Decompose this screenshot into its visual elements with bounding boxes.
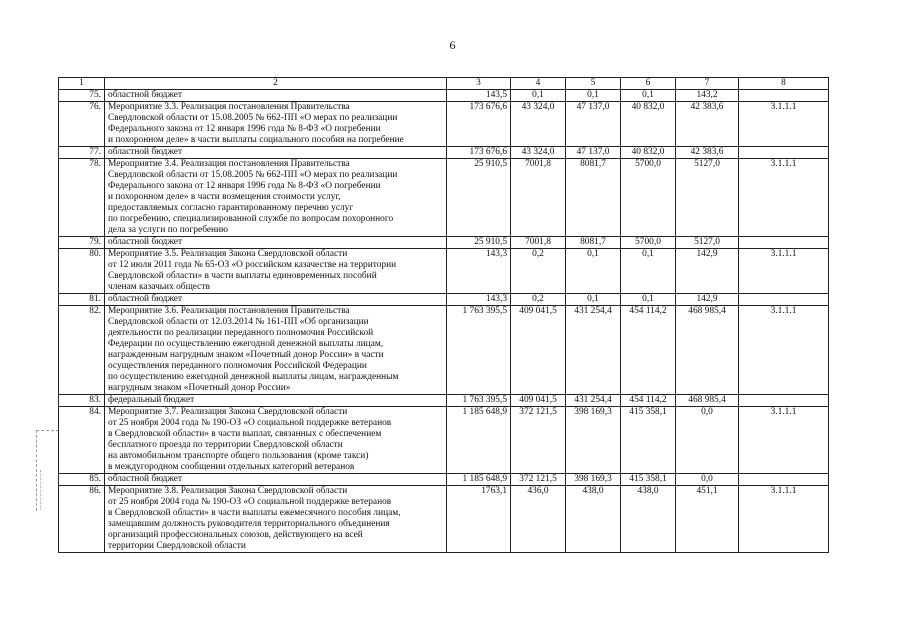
row-number: 78.: [59, 159, 105, 237]
value-year-1: 372 121,5: [511, 407, 566, 474]
target-indicator-code: [739, 90, 829, 102]
value-year-4: 42 383,6: [676, 102, 739, 147]
value-year-4: 468 985,4: [676, 395, 739, 407]
row-name: Мероприятие 3.8. Реализация Закона Свердловской области от 25 ноября 2004 года № 190-ОЗ «О социальной поддержке ветеранов в Свердловской области» в части выплаты ежемесячного пособия лицам, замещавшим должность руководителя территориального объединения организаций профессиональных союзов, действующего на всей территории Свердловской области: [105, 486, 447, 553]
table-row: [59, 102, 829, 147]
value-year-2: 47 137,0: [566, 102, 621, 147]
table-header-row: [59, 78, 829, 90]
value-year-2: 0,1: [566, 294, 621, 306]
row-name: областной бюджет: [105, 237, 447, 249]
table-row: [59, 486, 829, 553]
row-number: 76.: [59, 102, 105, 147]
total-value: 143,3: [447, 294, 511, 306]
row-number: 86.: [59, 486, 105, 553]
value-year-3: 5700,0: [621, 237, 676, 249]
value-year-3: 454 114,2: [621, 395, 676, 407]
value-year-1: 0,2: [511, 249, 566, 294]
total-value: 25 910,5: [447, 159, 511, 237]
page-number: 6: [449, 38, 456, 52]
value-year-3: 40 832,0: [621, 102, 676, 147]
value-year-2: 398 169,3: [566, 474, 621, 486]
value-year-4: 142,9: [676, 294, 739, 306]
total-value: 1 185 648,9: [447, 474, 511, 486]
value-year-2: 0,1: [566, 249, 621, 294]
row-number: 80.: [59, 249, 105, 294]
value-year-4: 0,0: [676, 407, 739, 474]
target-indicator-code: 3.1.1.1: [739, 306, 829, 395]
row-name: Мероприятие 3.4. Реализация постановления Правительства Свердловской области от 15.08.2005 № 662-ПП «О мерах по реализации Федерального закона от 12 января 1996 года № 8-ФЗ «О погребении и похоронном деле» в части возмещения стоимости услуг, предоставляемых согласно гарантированному перечню услуг по погребению, специализированной службе по вопросам похоронного дела за услуги по погребению: [105, 159, 447, 237]
column-header: 4: [511, 78, 566, 90]
column-header: 5: [566, 78, 621, 90]
row-number: 85.: [59, 474, 105, 486]
budget-table: [58, 77, 829, 553]
value-year-3: 438,0: [621, 486, 676, 553]
value-year-3: 0,1: [621, 90, 676, 102]
total-value: 1 185 648,9: [447, 407, 511, 474]
value-year-3: 40 832,0: [621, 147, 676, 159]
value-year-3: 5700,0: [621, 159, 676, 237]
value-year-4: 5127,0: [676, 237, 739, 249]
value-year-1: 409 041,5: [511, 306, 566, 395]
row-number: 84.: [59, 407, 105, 474]
total-value: 1763,1: [447, 486, 511, 553]
total-value: 1 763 395,5: [447, 395, 511, 407]
value-year-1: 43 324,0: [511, 147, 566, 159]
row-name: Мероприятие 3.5. Реализация Закона Свердловской области от 12 июля 2011 года № 65-ОЗ «О российском казачестве на территории Свердловской области» в части выплаты единовременных пособий членам казачьих обществ: [105, 249, 447, 294]
total-value: 1 763 395,5: [447, 306, 511, 395]
margin-scan-mark: [40, 470, 57, 510]
value-year-2: 8081,7: [566, 237, 621, 249]
row-name: областной бюджет: [105, 147, 447, 159]
column-header: 7: [676, 78, 739, 90]
table-row: [59, 395, 829, 407]
value-year-1: 409 041,5: [511, 395, 566, 407]
value-year-3: 415 358,1: [621, 474, 676, 486]
row-name: областной бюджет: [105, 90, 447, 102]
total-value: 25 910,5: [447, 237, 511, 249]
table-row: [59, 159, 829, 237]
total-value: 173 676,6: [447, 102, 511, 147]
target-indicator-code: 3.1.1.1: [739, 159, 829, 237]
value-year-4: 42 383,6: [676, 147, 739, 159]
table-row: [59, 474, 829, 486]
target-indicator-code: [739, 147, 829, 159]
value-year-3: 415 358,1: [621, 407, 676, 474]
target-indicator-code: [739, 294, 829, 306]
target-indicator-code: [739, 474, 829, 486]
value-year-2: 0,1: [566, 90, 621, 102]
value-year-1: 7001,8: [511, 237, 566, 249]
table-row: [59, 249, 829, 294]
target-indicator-code: [739, 237, 829, 249]
value-year-1: 0,1: [511, 90, 566, 102]
column-header: 6: [621, 78, 676, 90]
total-value: 143,5: [447, 90, 511, 102]
target-indicator-code: 3.1.1.1: [739, 102, 829, 147]
target-indicator-code: 3.1.1.1: [739, 407, 829, 474]
row-name: федеральный бюджет: [105, 395, 447, 407]
target-indicator-code: 3.1.1.1: [739, 486, 829, 553]
table-body: [59, 90, 829, 553]
table-row: [59, 306, 829, 395]
value-year-4: 451,1: [676, 486, 739, 553]
column-header: 8: [739, 78, 829, 90]
value-year-2: 431 254,4: [566, 395, 621, 407]
row-number: 77.: [59, 147, 105, 159]
value-year-1: 0,2: [511, 294, 566, 306]
row-number: 81.: [59, 294, 105, 306]
value-year-2: 431 254,4: [566, 306, 621, 395]
value-year-1: 43 324,0: [511, 102, 566, 147]
table-row: [59, 90, 829, 102]
column-header: 1: [59, 78, 105, 90]
value-year-3: 0,1: [621, 249, 676, 294]
total-value: 143,3: [447, 249, 511, 294]
table-row: [59, 237, 829, 249]
table-row: [59, 147, 829, 159]
value-year-4: 0,0: [676, 474, 739, 486]
row-name: Мероприятие 3.3. Реализация постановления Правительства Свердловской области от 15.08.2005 № 662-ПП «О мерах по реализации Федерального закона от 12 января 1996 года № 8-ФЗ «О погребении и похоронном деле» в части выплаты социального пособия на погребение: [105, 102, 447, 147]
value-year-3: 454 114,2: [621, 306, 676, 395]
total-value: 173 676,6: [447, 147, 511, 159]
value-year-2: 8081,7: [566, 159, 621, 237]
value-year-4: 143,2: [676, 90, 739, 102]
row-number: 79.: [59, 237, 105, 249]
row-name: областной бюджет: [105, 294, 447, 306]
target-indicator-code: [739, 395, 829, 407]
row-number: 83.: [59, 395, 105, 407]
value-year-1: 7001,8: [511, 159, 566, 237]
value-year-2: 438,0: [566, 486, 621, 553]
value-year-4: 468 985,4: [676, 306, 739, 395]
table-row: [59, 294, 829, 306]
row-name: Мероприятие 3.6. Реализация постановления Правительства Свердловской области от 12.03.2014 № 161-ПП «Об организации деятельности по реализации переданного полномочия Российской Федерации по осуществлению ежегодной денежной выплаты лицам, награжденным нагрудным знаком «Почетный донор России» в части осуществления переданного полномочия Российской Федерации по осуществлению ежегодной денежной выплаты лицам, награжденным нагрудным знаком «Почетный донор России»: [105, 306, 447, 395]
column-header: 2: [105, 78, 447, 90]
row-number: 82.: [59, 306, 105, 395]
value-year-2: 47 137,0: [566, 147, 621, 159]
value-year-1: 436,0: [511, 486, 566, 553]
row-name: Мероприятие 3.7. Реализация Закона Свердловской области от 25 ноября 2004 года № 190-ОЗ «О социальной поддержке ветеранов в Свердловской области» в части выплат, связанных с обеспечением бесплатного проезда по территории Свердловской области на автомобильном транспорте общего пользования (кроме такси) в междугородном сообщении отдельных категорий ветеранов: [105, 407, 447, 474]
row-name: областной бюджет: [105, 474, 447, 486]
value-year-1: 372 121,5: [511, 474, 566, 486]
column-header: 3: [447, 78, 511, 90]
target-indicator-code: 3.1.1.1: [739, 249, 829, 294]
table-row: [59, 407, 829, 474]
value-year-4: 5127,0: [676, 159, 739, 237]
value-year-2: 398 169,3: [566, 407, 621, 474]
value-year-4: 142,9: [676, 249, 739, 294]
value-year-3: 0,1: [621, 294, 676, 306]
row-number: 75.: [59, 90, 105, 102]
